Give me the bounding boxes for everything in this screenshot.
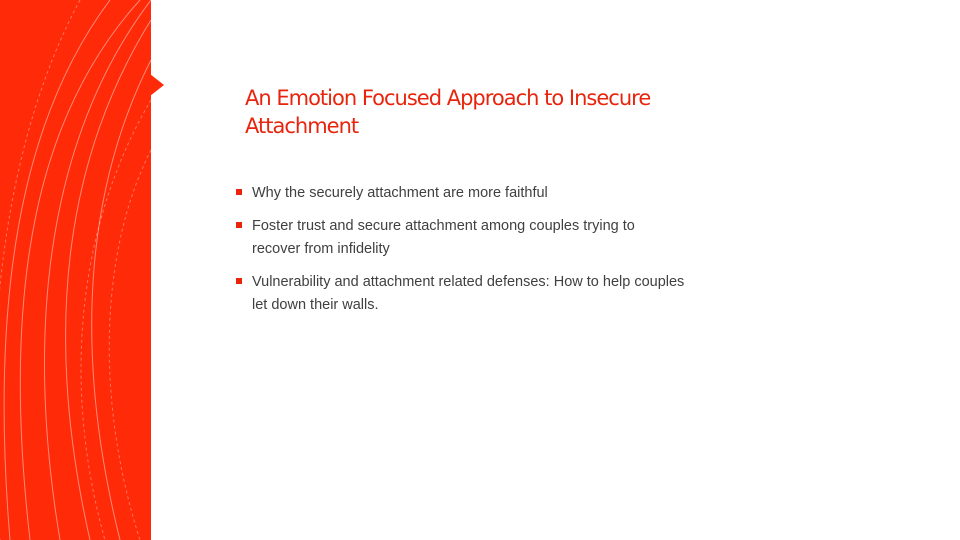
bullet-text: Why the securely attachment are more faithful <box>252 185 548 201</box>
square-bullet-icon <box>236 222 242 228</box>
square-bullet-icon <box>236 189 242 195</box>
triangle-pointer-icon <box>150 74 164 96</box>
list-item <box>236 182 686 205</box>
decorative-arcs <box>0 0 151 540</box>
bullet-list <box>236 182 686 327</box>
bullet-text: Vulnerability and attachment related defenses: How to help couples let down their walls. <box>252 274 685 313</box>
square-bullet-icon <box>236 278 242 284</box>
list-item <box>236 271 686 317</box>
decorative-side-band <box>0 0 151 540</box>
list-item <box>236 215 686 261</box>
slide-title: An Emotion Focused Approach to Insecure Attachment <box>245 86 651 138</box>
bullet-text: Foster trust and secure attachment among couples trying to recover from infidelity <box>252 218 635 257</box>
